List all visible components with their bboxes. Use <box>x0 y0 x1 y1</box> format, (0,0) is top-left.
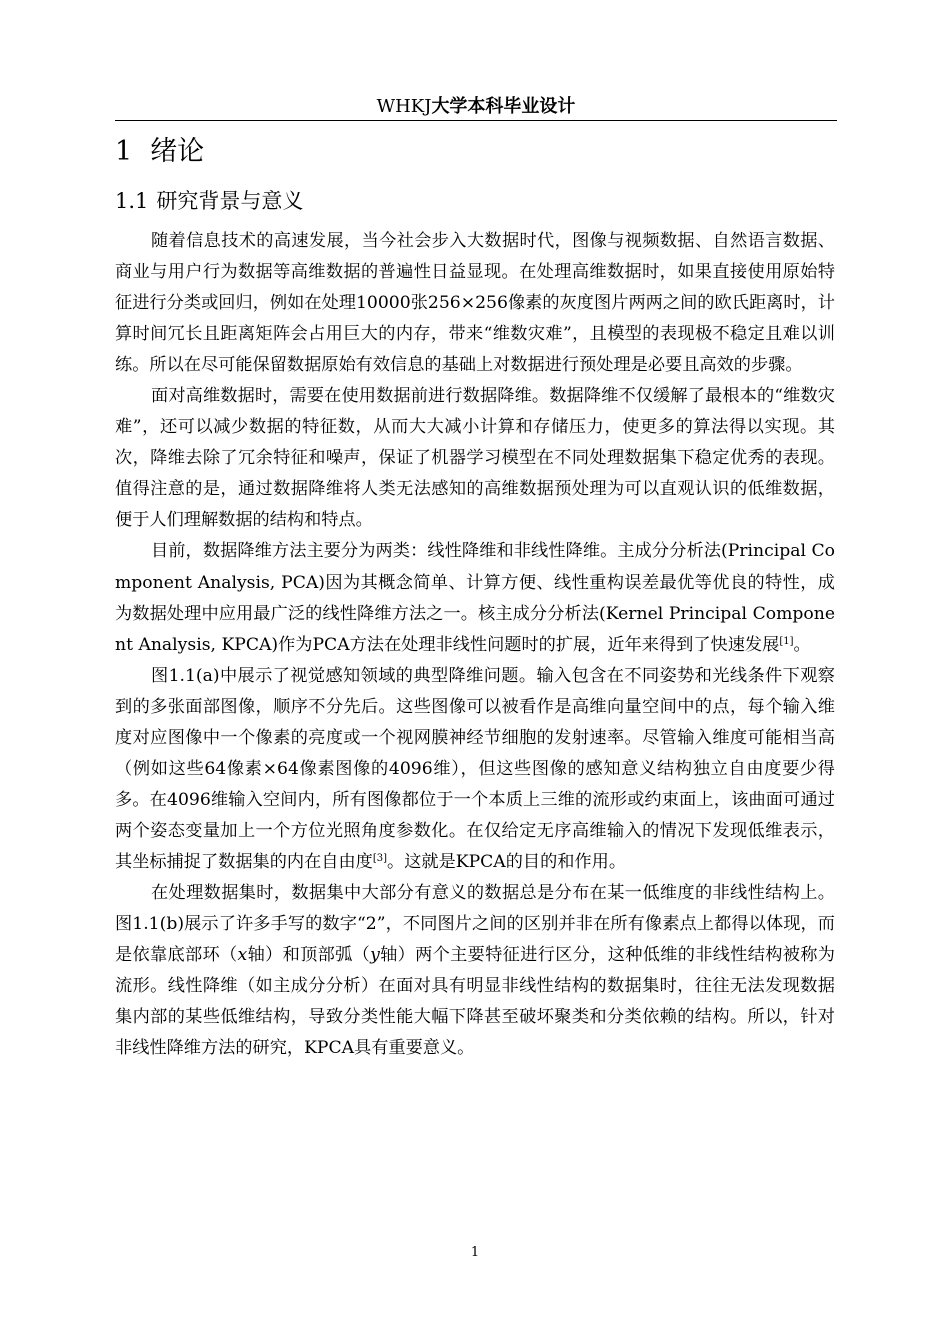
y-axis-symbol: y <box>370 945 380 966</box>
paragraph-5-text-c: 轴）两个主要特征进行区分，这种低维的非线性结构被称为流形。线性降维（如主成分分析）在面对具有明显非线性结构的数据集时，往往无法发现数据集内部的某些低维结构，导致分类性能大幅下降甚至破坏聚类和分类依赖的结构。所以，针对非线性降维方法的研究，KPCA具有重要意义。 <box>115 945 835 1059</box>
section-number: 1.1 <box>115 189 149 213</box>
chapter-title <box>115 134 204 170</box>
section-title-text: 研究背景与意义 <box>156 189 304 213</box>
section-title <box>115 186 303 216</box>
paragraph-3-text: 目前，数据降维方法主要分为两类：线性降维和非线性降维。主成分分析法(Principal Component Analysis, PCA)因为其概念简单、计算方便、线性重构误差最优等优良的特性，成为数据处理中应用最广泛的线性降维方法之一。核主成分分析法(Kernel Principal Component Analysis, KPCA)作为PCA方法在处理非线性问题时的扩展，近年来得到了快速发展 <box>115 541 835 655</box>
paragraph-2 <box>115 381 835 536</box>
paragraph-5-text-b: 轴）和顶部弧（ <box>247 945 371 966</box>
chapter-number: 1 <box>115 136 133 167</box>
paragraph-1 <box>115 226 835 381</box>
citation-1: [1] <box>779 635 794 647</box>
paragraph-3 <box>115 536 835 660</box>
header-title: 大学本科毕业设计 <box>431 96 576 117</box>
page-header <box>115 94 837 121</box>
paragraph-4-text: 图1.1(a)中展示了视觉感知领域的典型降维问题。输入包含在不同姿势和光线条件下观察到的多张面部图像，顺序不分先后。这些图像可以被看作是高维向量空间中的点，每个输入维度对应图像中一个像素的亮度或一个视网膜神经节细胞的发射速率。尽管输入维度可能相当高（例如这些64像素×64像素图像的4096维），但这些图像的感知意义结构独立自由度要少得多。在4096维输入空间内，所有图像都位于一个本质上三维的流形或约束面上，该曲面可通过两个姿态变量加上一个方位光照角度参数化。在仅给定无序高维输入的情况下发现低维表示，其坐标捕捉了数据集的内在自由度 <box>115 665 835 872</box>
paragraph-2-text: 面对高维数据时，需要在使用数据前进行数据降维。数据降维不仅缓解了最根本的“维数灾难”，还可以减少数据的特征数，从而大大减小计算和存储压力，使更多的算法得以实现。其次，降维去除了冗余特征和噪声，保证了机器学习模型在不同处理数据集下稳定优秀的表现。值得注意的是，通过数据降维将人类无法感知的高维数据预处理为可以直观认识的低维数据，便于人们理解数据的结构和特点。 <box>115 386 835 531</box>
chapter-title-text: 绪论 <box>150 136 205 167</box>
paragraph-1-text: 随着信息技术的高速发展，当今社会步入大数据时代，图像与视频数据、自然语言数据、商业与用户行为数据等高维数据的普遍性日益显现。在处理高维数据时，如果直接使用原始特征进行分类或回归，例如在处理10000张256×256像素的灰度图片两两之间的欧氏距离时，计算时间冗长且距离矩阵会占用巨大的内存，带来“维数灾难”，且模型的表现极不稳定且难以训练。所以在尽可能保留数据原始有效信息的基础上对数据进行预处理是必要且高效的步骤。 <box>115 231 835 376</box>
paragraph-5 <box>115 878 835 1064</box>
paragraph-4 <box>115 661 835 878</box>
x-axis-symbol: x <box>237 945 248 966</box>
body-text <box>115 226 835 1064</box>
page-number: 1 <box>470 1245 480 1260</box>
header-prefix: WHKJ <box>376 96 432 117</box>
paragraph-5-text-a: 在处理数据集时，数据集中大部分有意义的数据总是分布在某一低维度的非线性结构上。图1.1(b)展示了许多手写的数字“2”，不同图片之间的区别并非在所有像素点上都得以体现，而是依靠底部环（ <box>115 882 835 966</box>
paragraph-3-end: 。 <box>793 634 811 655</box>
citation-3: [3] <box>372 852 387 864</box>
paragraph-4-end: 。这就是KPCA的目的和作用。 <box>387 851 627 872</box>
